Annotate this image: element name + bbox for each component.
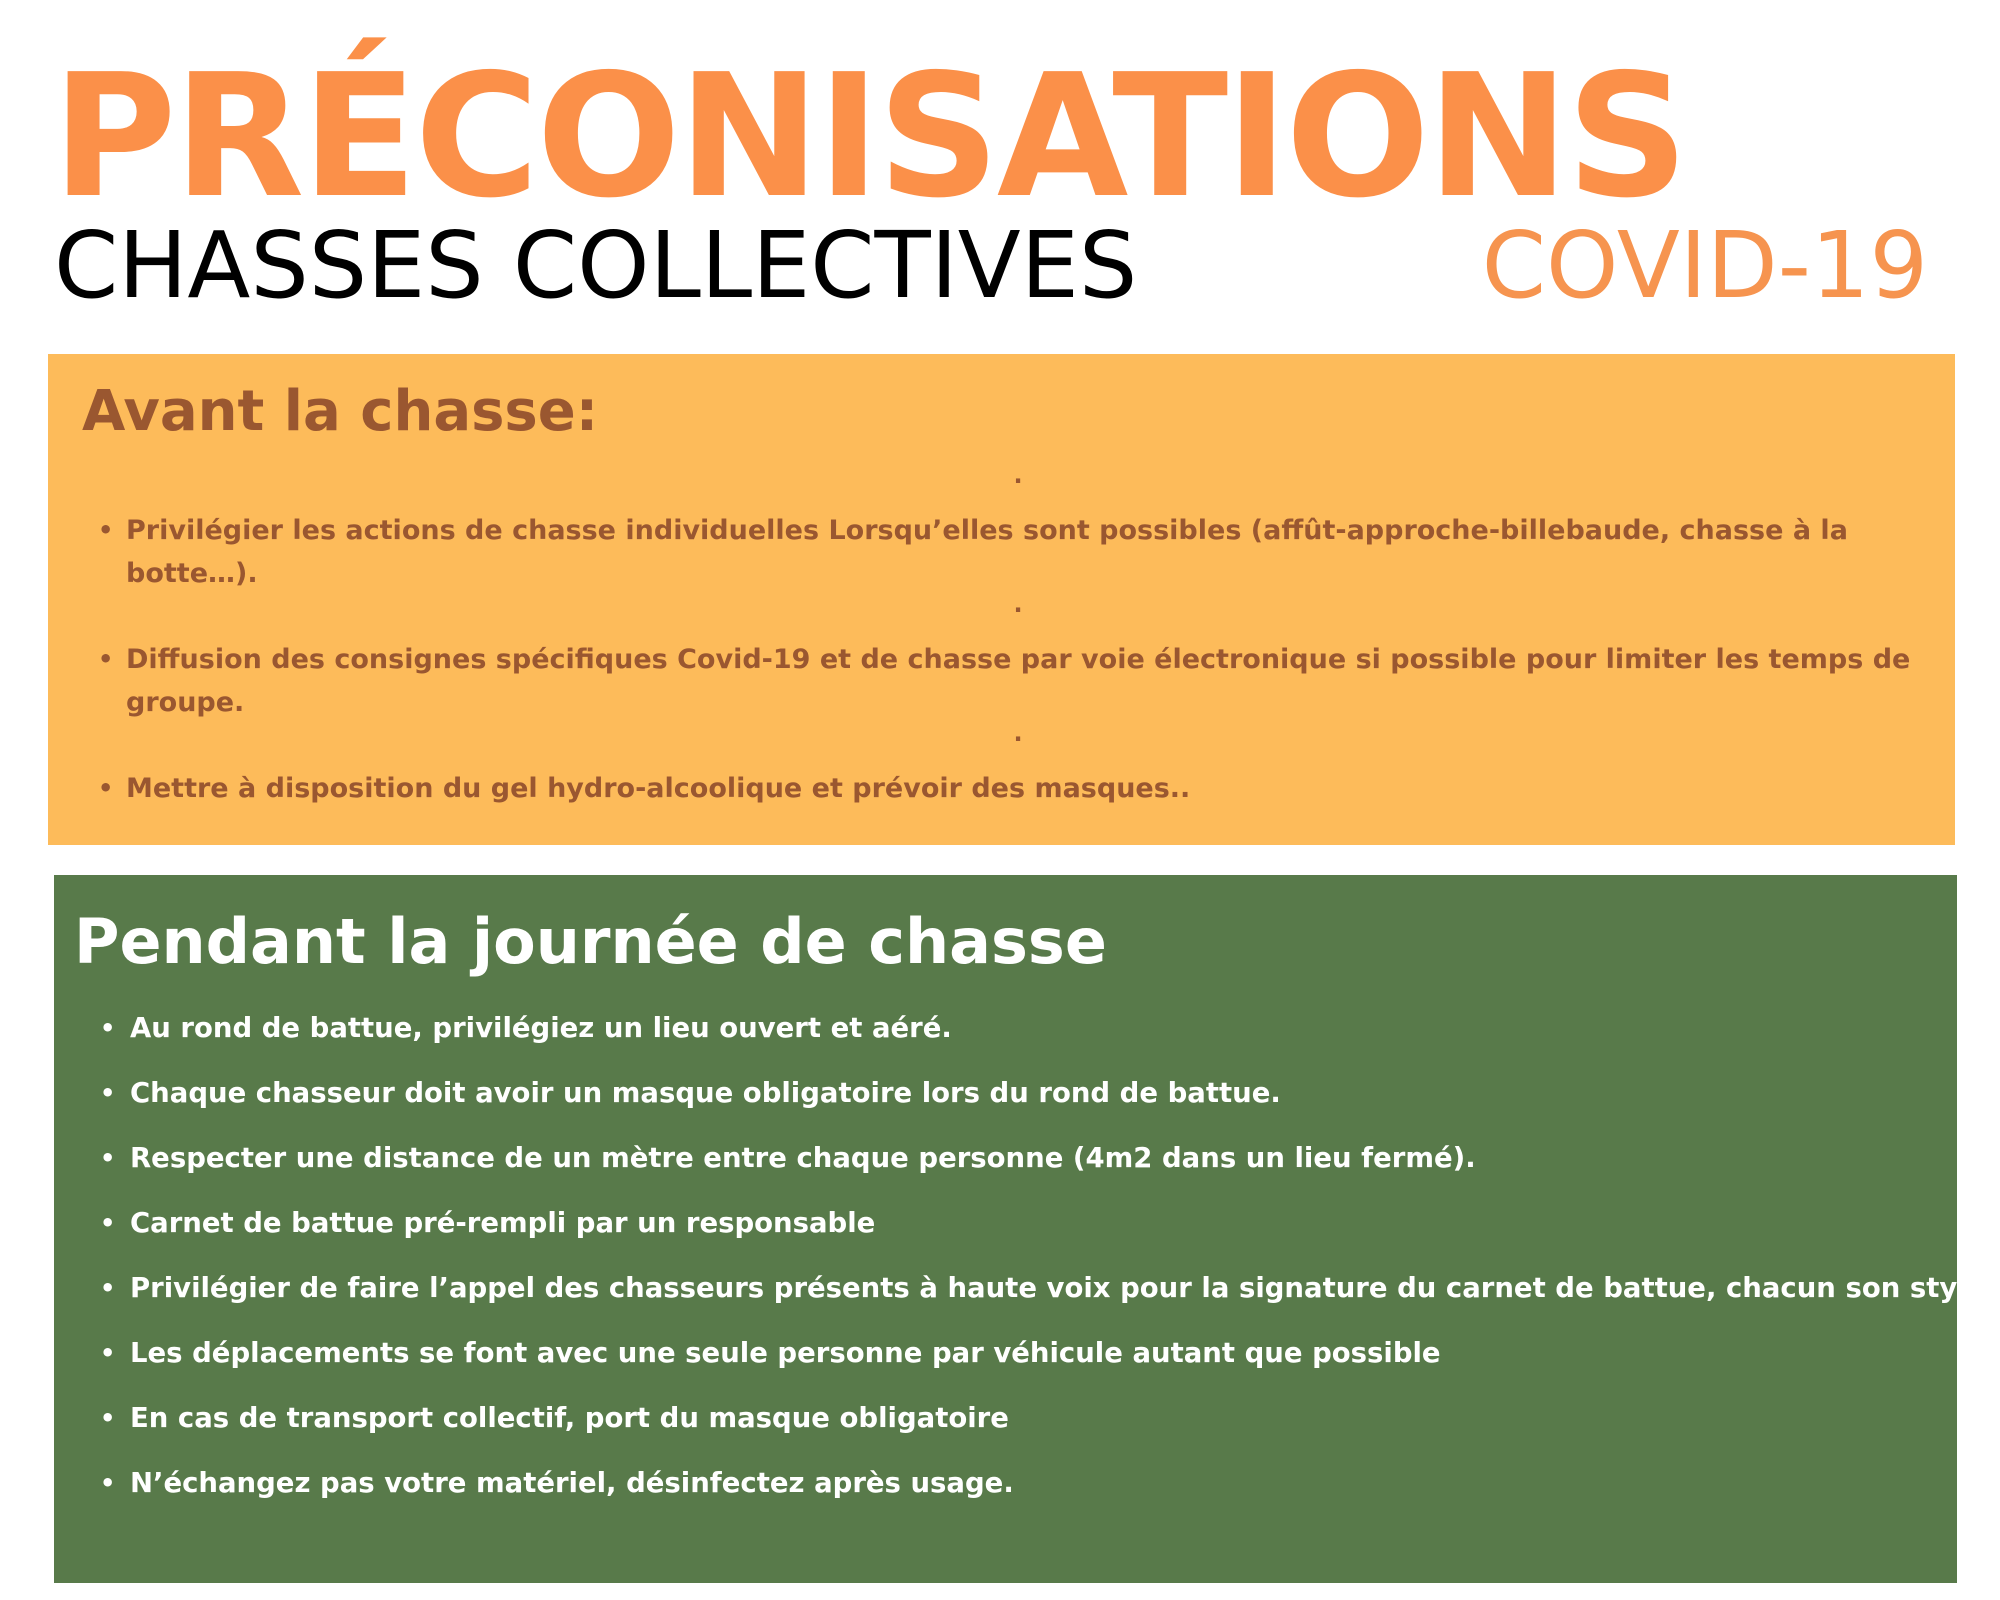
- list-item-text: Mettre à disposition du gel hydro-alcoolique et prévoir des masques..: [126, 773, 1191, 804]
- list-item: [100, 1465, 1950, 1530]
- list-item-text: Carnet de battue pré-rempli par un responsable: [130, 1207, 876, 1239]
- bullet-icon: •: [100, 1404, 116, 1432]
- separator-dot: ·: [1013, 596, 1023, 624]
- covid-tag: COVID-19: [1481, 212, 1928, 319]
- list-item-text: Respecter une distance de un mètre entre chaque personne (4m2 dans un lieu fermé).: [130, 1142, 1476, 1174]
- bullet-icon: •: [98, 516, 114, 544]
- list-item-text: Chaque chasseur doit avoir un masque obligatoire lors du rond de battue.: [130, 1077, 1281, 1109]
- separator-dot: ·: [1013, 725, 1023, 753]
- list-item: [98, 466, 1938, 595]
- list-item: [100, 1010, 1950, 1075]
- list-item-text: Au rond de battue, privilégiez un lieu ouvert et aéré.: [130, 1012, 952, 1044]
- list-item-text: Privilégier les actions de chasse individuelles Lorsqu’elles sont possibles (affût-approche-billebaude, chasse à la botte…).: [126, 515, 1848, 589]
- list-item-text: En cas de transport collectif, port du masque obligatoire: [130, 1402, 1009, 1434]
- during-hunt-heading: Pendant la journée de chasse: [74, 905, 1107, 978]
- list-item-text: Privilégier de faire l’appel des chasseurs présents à haute voix pour la signature du carnet de battue, chacun son stylo.: [130, 1272, 1997, 1304]
- bullet-icon: •: [100, 1339, 116, 1367]
- list-item: [100, 1400, 1950, 1465]
- bullet-icon: •: [100, 1469, 116, 1497]
- bullet-icon: •: [100, 1079, 116, 1107]
- list-item: [100, 1075, 1950, 1140]
- bullet-icon: •: [100, 1209, 116, 1237]
- page-title: PRÉCONISATIONS: [52, 38, 1686, 236]
- before-hunt-list: [98, 466, 1938, 810]
- list-item: [100, 1270, 1997, 1335]
- bullet-icon: •: [98, 774, 114, 802]
- list-item-text: N’échangez pas votre matériel, désinfectez après usage.: [130, 1467, 1014, 1499]
- page-subtitle: CHASSES COLLECTIVES: [54, 212, 1138, 319]
- during-hunt-panel: [54, 875, 1997, 1583]
- list-item: [100, 1335, 1950, 1400]
- bullet-icon: •: [100, 1144, 116, 1172]
- bullet-icon: •: [98, 645, 114, 673]
- list-item: [100, 1140, 1950, 1205]
- list-item: [100, 1205, 1950, 1270]
- list-item-text: Diffusion des consignes spécifiques Covid-19 et de chasse par voie électronique si possible pour limiter les temps de groupe.: [126, 644, 1911, 718]
- during-hunt-list: [100, 1010, 1997, 1530]
- before-hunt-heading: Avant la chasse:: [82, 379, 599, 444]
- bullet-icon: •: [100, 1274, 116, 1302]
- list-item: [98, 724, 1938, 810]
- separator-dot: ·: [1013, 467, 1023, 495]
- before-hunt-panel: [48, 354, 1955, 845]
- list-item-text: Les déplacements se font avec une seule personne par véhicule autant que possible: [130, 1337, 1441, 1369]
- bullet-icon: •: [100, 1014, 116, 1042]
- list-item: [98, 595, 1938, 724]
